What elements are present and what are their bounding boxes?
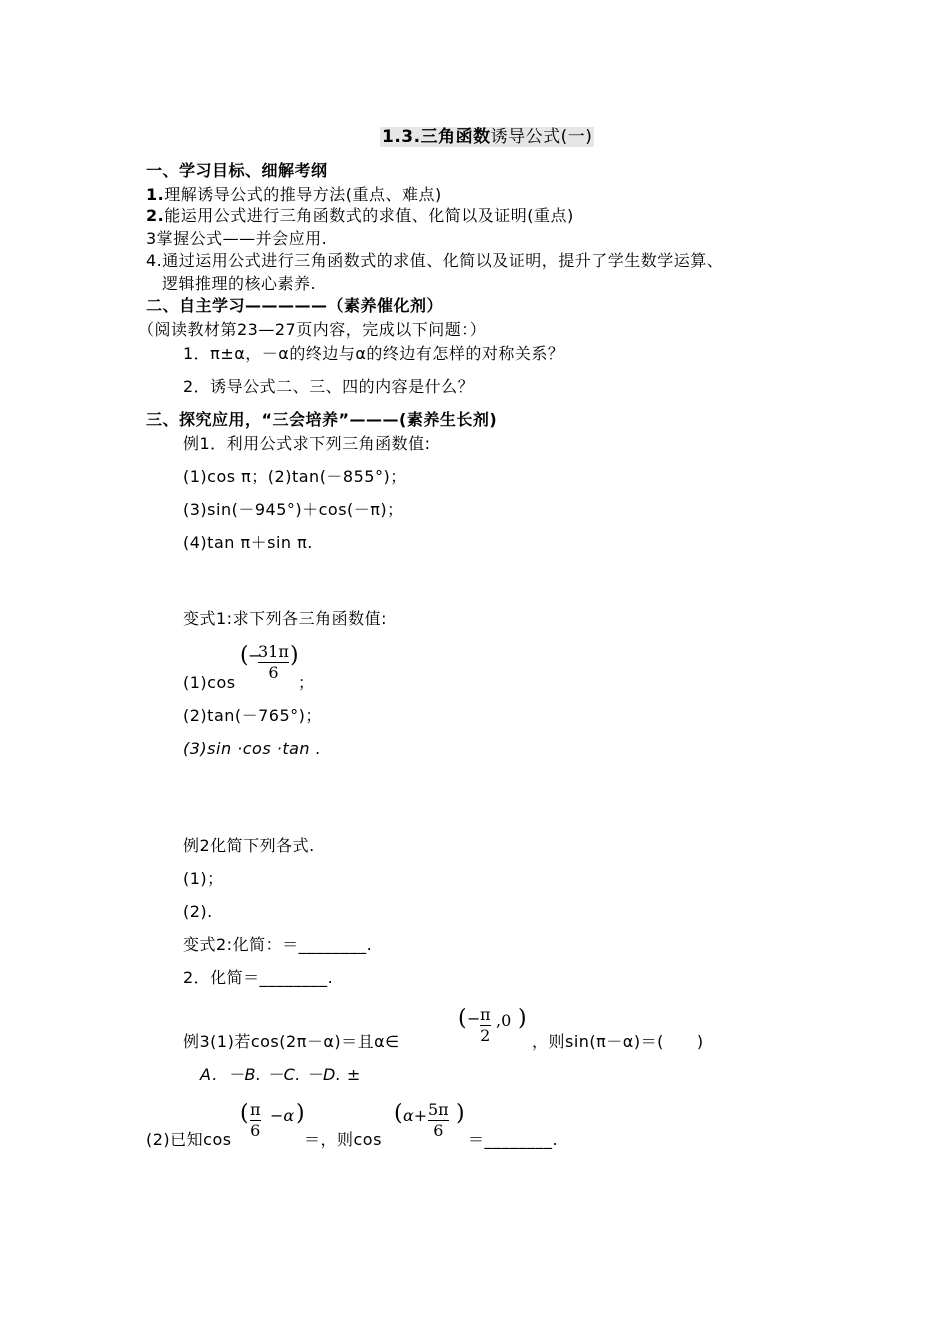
right-paren: ) (456, 1101, 465, 1126)
fraction (250, 1101, 261, 1140)
left-paren: ( (458, 1006, 467, 1031)
fraction-head: α+ (403, 1106, 428, 1125)
example1-line3: (4)tan π＋sin π. (183, 533, 313, 552)
example3-line2-fraction1 (240, 1099, 306, 1151)
example3-line2-mid: ＝，则cos (304, 1130, 382, 1149)
fraction-denominator: 2 (480, 1026, 491, 1045)
example3-line2-prefix: (2)已知cos (146, 1130, 232, 1149)
section1-heading: 一、学习目标、细解考纲 (146, 161, 328, 180)
page-title (380, 127, 594, 147)
section3-heading: 三、探究应用，“三会培养”———(素养生长剂) (146, 410, 498, 429)
title-rest: 诱导公式(一) (490, 127, 593, 147)
reading-note: （阅读教材第23—27页内容，完成以下问题：） (138, 320, 487, 339)
variant1-line3: (3)sin ·cos ·tan . (183, 739, 322, 758)
left-paren: ( (394, 1101, 403, 1126)
goal-num-1: 1. (146, 185, 165, 204)
left-paren: ( (240, 1101, 249, 1126)
goal-text-2: 能运用公式进行三角函数式的求值、化简以及证明(重点) (164, 206, 574, 225)
goal-item-3: 3掌握公式——并会应用. (146, 229, 328, 248)
question-2: 2．诱导公式二、三、四的内容是什么？ (183, 377, 475, 396)
variant1-title: 变式1:求下列各三角函数值: (183, 609, 387, 628)
question-1: 1．π±α，－α的终边与α的终边有怎样的对称关系？ (183, 344, 565, 363)
right-paren: ) (518, 1006, 527, 1031)
fraction-denominator: 6 (250, 1121, 261, 1140)
variant1-line1-suffix: ； (298, 673, 315, 692)
example2-line1: (1)； (183, 869, 224, 888)
variant1-fraction (240, 641, 302, 693)
example2-line2: (2). (183, 902, 213, 921)
example3-options: A．－B. －C. －D. ± (200, 1065, 361, 1084)
example3-interval (458, 1004, 530, 1056)
example1-line1: (1)cos π；(2)tan(－855°)； (183, 467, 407, 486)
goal-text-1: 理解诱导公式的推导方法(重点、难点) (164, 185, 442, 204)
left-paren: ( (240, 643, 249, 668)
example1-title: 例1．利用公式求下列三角函数值: (183, 434, 431, 453)
minus-sign: − (248, 646, 262, 665)
example3-line1-prefix: 例3(1)若cos(2π－α)＝且α∈ (183, 1032, 400, 1051)
title-bold: 1.3.三角函数 (382, 127, 491, 147)
interval-tail: ,0 (496, 1011, 512, 1030)
fraction (480, 1006, 491, 1045)
minus-sign: − (467, 1009, 481, 1028)
example1-line2: (3)sin(－945°)＋cos(－π)； (183, 500, 404, 519)
goal-num-2: 2. (146, 206, 165, 225)
fraction-denominator: 6 (268, 663, 279, 682)
example2-title: 例2化简下列各式. (183, 836, 315, 855)
example3-line1-suffix: ，则sin(π－α)＝( ) (532, 1032, 704, 1051)
variant2-line2: 2．化简＝________. (183, 968, 334, 987)
fraction (428, 1101, 449, 1140)
fraction-numerator: π (250, 1100, 261, 1119)
example3-line2-suffix: ＝________. (468, 1130, 559, 1149)
goal-item-2 (146, 206, 574, 226)
right-paren: ) (296, 1101, 305, 1126)
variant1-line1-prefix: (1)cos (183, 673, 236, 692)
fraction-denominator: 6 (433, 1121, 444, 1140)
right-paren: ) (290, 643, 299, 668)
goal-item-4: 4.通过运用公式进行三角函数式的求值、化简以及证明，提升了学生数学运算、 (146, 251, 724, 270)
fraction-numerator: 31π (258, 642, 289, 661)
variant1-line2: (2)tan(－765°)； (183, 706, 322, 725)
fraction (258, 643, 289, 682)
example3-line2-fraction2 (394, 1099, 468, 1151)
goal-item-1 (146, 185, 442, 205)
section2-heading: 二、自主学习—————（素养催化剂） (146, 296, 444, 315)
fraction-numerator: 5π (428, 1100, 449, 1119)
goal-item-4-cont: 逻辑推理的核心素养. (162, 274, 317, 293)
fraction-numerator: π (480, 1005, 491, 1024)
variant2-line1: 变式2:化简：＝________. (183, 935, 373, 954)
fraction-tail: −α (270, 1106, 295, 1125)
